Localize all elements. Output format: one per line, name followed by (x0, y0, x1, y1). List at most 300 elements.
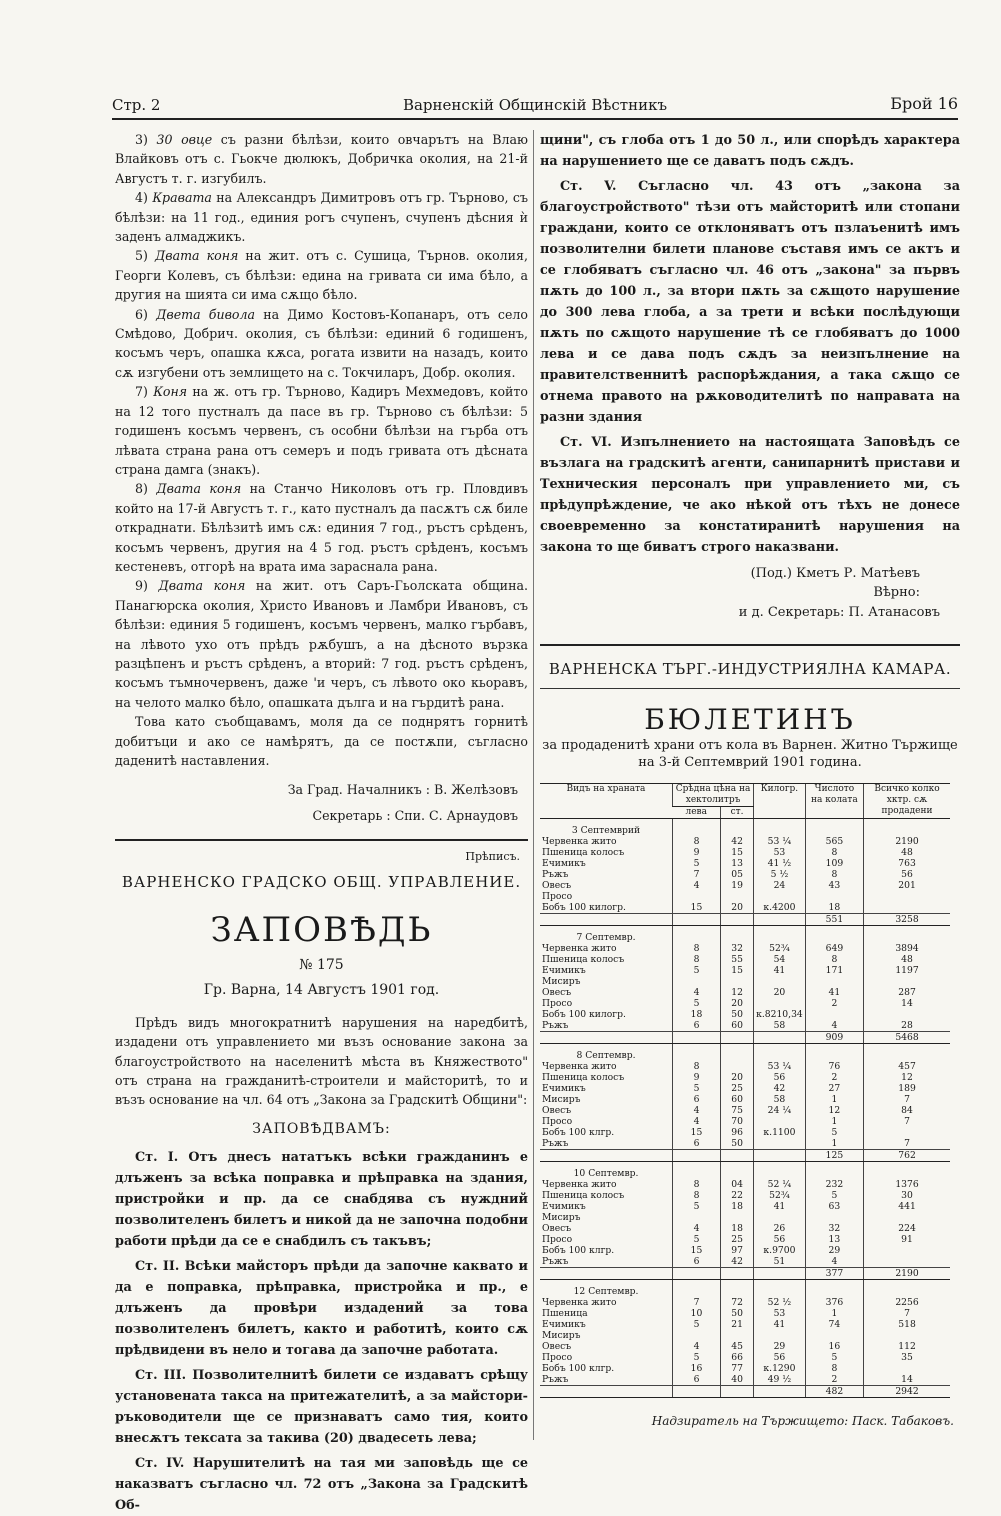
col-kg: Килогр. (754, 783, 806, 818)
table-cell: 109 (805, 858, 863, 869)
table-cell-kind: Ечимикъ (542, 1200, 586, 1212)
table-cell: 20 (721, 998, 754, 1009)
table-total-row (540, 1385, 950, 1397)
table-cell-kind: Ръжъ (542, 1255, 569, 1267)
table-cell-empty (721, 1031, 754, 1043)
table-cell: 5 (673, 1352, 721, 1363)
table-cell: 5 (805, 1127, 863, 1138)
table-cell: 7 (673, 869, 721, 880)
table-cell (673, 976, 721, 987)
table-cell-kind: Червенка жито (542, 1296, 617, 1308)
table-cell (754, 998, 806, 1009)
column-separator (533, 130, 534, 1440)
table-row (540, 943, 950, 954)
table-row (540, 1341, 950, 1352)
table-cell: 41 (754, 1201, 806, 1212)
table-cell: 2190 (864, 836, 950, 847)
table-cell (805, 1009, 863, 1020)
table-cell: 518 (864, 1319, 950, 1330)
department-heading: ВАРНЕНСКО ГРАДСКО ОБЩ. УПРАВЛЕНИЕ. (121, 872, 522, 891)
table-cell: 58 (754, 1020, 806, 1032)
table-row (540, 1083, 950, 1094)
table-cell: 56 (754, 1352, 806, 1363)
table-cell-empty (754, 1279, 806, 1297)
table-row (540, 1116, 950, 1127)
table-cell: 4 (673, 1223, 721, 1234)
table-row (540, 858, 950, 869)
table-cell: 2256 (864, 1297, 950, 1308)
table-cell: 35 (864, 1352, 950, 1363)
order-article: Ст. II. Всѣки майсторъ прѣди да започне каквато и да е поправка, прѣправка, пристройка и пр., е длъженъ да провѣри издадений за това позволителенъ билетъ, както и работитѣ, които сѫ прѣдвидени въ нело и тогава да започне работата. (115, 1259, 528, 1359)
lost-item (115, 246, 528, 304)
table-cell: 14 (864, 1374, 950, 1386)
table-cell-empty (754, 1149, 806, 1161)
table-cell (805, 976, 863, 987)
table-cell: 72 (721, 1297, 754, 1308)
table-cell: 66 (721, 1352, 754, 1363)
table-cell: 58 (754, 1094, 806, 1105)
table-cell: 16 (673, 1363, 721, 1374)
table-cell (754, 1330, 806, 1341)
table-row (540, 1212, 950, 1223)
table-date: 10 Септемвр. (573, 1167, 639, 1179)
table-cell: 171 (805, 965, 863, 976)
table-cell: 27 (805, 1083, 863, 1094)
table-cell: 91 (864, 1234, 950, 1245)
table-cell: 8 (805, 1363, 863, 1374)
table-cell: 201 (864, 880, 950, 891)
table-cell: 6 (673, 1256, 721, 1268)
table-cell-kind: Мисиръ (542, 975, 581, 987)
table-cell-kind: Ръжъ (542, 1373, 569, 1385)
table-cell-kind: Ръжъ (542, 1019, 569, 1031)
table-total-cell: 377 (805, 1267, 863, 1279)
table-cell: 50 (721, 1138, 754, 1150)
table-total-row (540, 1267, 950, 1279)
table-cell: 5 (673, 858, 721, 869)
table-cell (864, 976, 950, 987)
table-cell: 21 (721, 1319, 754, 1330)
lost-item-number: 9) (135, 578, 148, 594)
table-cell: 75 (721, 1105, 754, 1116)
table-cell: 24 (754, 880, 806, 891)
signature-true-copy: Вѣрно: (873, 585, 920, 601)
col-st: ст. (721, 806, 754, 818)
table-cell-empty (721, 925, 754, 943)
table-cell-empty (805, 925, 863, 943)
table-cell (864, 902, 950, 914)
table-cell: 15 (673, 1245, 721, 1256)
table-cell: 6 (673, 1138, 721, 1150)
table-total-row (540, 913, 950, 925)
table-cell-empty (721, 1161, 754, 1179)
table-cell (864, 1212, 950, 1223)
page-header (112, 94, 958, 120)
table-cell-kind: Ръжъ (542, 1137, 569, 1149)
table-cell: 5 (673, 1201, 721, 1212)
table-cell (864, 1330, 950, 1341)
table-cell-empty (754, 1043, 806, 1061)
table-cell-kind: Ечимикъ (542, 964, 586, 976)
bulletin-subtitle-1: за продаденитѣ храни отъ кола въ Варнен. Житно Тържище (542, 737, 958, 753)
table-cell: 05 (721, 869, 754, 880)
table-cell-kind: Пшеница колосъ (542, 953, 625, 965)
table-cell (721, 1212, 754, 1223)
signature-mayor: (Под.) Кметъ Р. Матѣевъ (750, 566, 920, 581)
table-cell: 51 (754, 1256, 806, 1268)
table-cell: 20 (754, 987, 806, 998)
table-cell: 5 (673, 1083, 721, 1094)
table-cell (805, 1330, 863, 1341)
table-cell: 41 (754, 965, 806, 976)
table-date-row (540, 925, 950, 943)
table-cell: 1 (805, 1094, 863, 1105)
table-cell: 12 (805, 1105, 863, 1116)
table-cell: 76 (805, 1061, 863, 1072)
table-cell-empty (864, 1161, 950, 1179)
table-cell: 53 ¼ (754, 836, 806, 847)
table-cell: 8 (673, 1190, 721, 1201)
table-cell: 22 (721, 1190, 754, 1201)
table-cell-kind: Бобъ 100 килогр. (542, 1008, 626, 1020)
table-row (540, 954, 950, 965)
table-cell: 5 (805, 1190, 863, 1201)
table-cell: 63 (805, 1201, 863, 1212)
table-cell (864, 891, 950, 902)
table-total-cell: 2942 (864, 1385, 950, 1397)
table-row (540, 869, 950, 880)
table-cell: 5 (673, 1234, 721, 1245)
table-cell: 42 (754, 1083, 806, 1094)
table-cell (721, 1061, 754, 1072)
table-date-row (540, 818, 950, 836)
table-cell (864, 1363, 950, 1374)
table-cell: 4 (673, 1341, 721, 1352)
article-continuation: щини", съ глоба отъ 1 до 50 л., или спорѣдъ характера на нарушението ще се даватъ подъ сѫдъ. (540, 133, 960, 169)
table-cell-kind: Ечимикъ (542, 1318, 586, 1330)
table-cell-kind: Бобъ 100 килогр. (542, 901, 626, 913)
table-cell: 4 (673, 1105, 721, 1116)
table-cell: 8 (673, 954, 721, 965)
table-cell: 4 (673, 880, 721, 891)
table-cell (754, 891, 806, 902)
table-cell: 56 (864, 869, 950, 880)
table-cell-kind: Овесъ (542, 1340, 572, 1352)
table-cell-empty (754, 913, 806, 925)
table-cell-empty (721, 1279, 754, 1297)
table-cell-empty (754, 1031, 806, 1043)
table-cell-kind: Пшеница (542, 1307, 588, 1319)
table-cell-empty (673, 1385, 721, 1397)
table-cell: к.4200 (754, 902, 806, 914)
table-cell-kind: Просо (542, 1233, 573, 1245)
table-cell: к.1100 (754, 1127, 806, 1138)
table-cell (754, 1138, 806, 1150)
table-row (540, 847, 950, 858)
col-carts: Числото на колата (805, 783, 863, 818)
table-cell: 25 (721, 1234, 754, 1245)
lost-item-text: на ж. отъ гр. Търново, Кадиръ Мехмедовъ, който на 12 того пустналъ да пасе въ гр. Търново съ бѣлѣзи: 5 годишенъ косъмъ червенъ, съ особни бѣлѣзи на гърба отъ лѣвата страна рана отъ семеръ и подъ гривата отъ дѣсната страна дамга (знакъ). (115, 384, 528, 477)
table-cell-empty (673, 1161, 721, 1179)
order-articles (115, 1147, 528, 1516)
table-total-cell: 762 (864, 1149, 950, 1161)
table-cell: 41 (754, 1319, 806, 1330)
article-6: Ст. VI. Изпълнението на настоящата Заповѣдъ се възлага на градскитѣ агенти, санипарнитѣ пристави и Техническия персоналъ при управлението ми, съ прѣдупрѣждение, че ако нѣкой отъ тѣхъ не донесе своевременно за констатиранитѣ нарушения на закона то ще биватъ строго наказвани. (540, 435, 960, 555)
table-row (540, 987, 950, 998)
col-leva: лева (673, 806, 721, 818)
table-cell: 5 (673, 998, 721, 1009)
lost-item (115, 130, 528, 188)
table-row (540, 1020, 950, 1032)
table-cell-empty (540, 1031, 673, 1043)
table-cell-empty (864, 818, 950, 836)
table-cell: 40 (721, 1374, 754, 1386)
lost-animals-list (115, 130, 528, 712)
table-cell-kind: Просо (542, 1115, 573, 1127)
table-total-cell: 125 (805, 1149, 863, 1161)
table-cell-empty (721, 1267, 754, 1279)
table-total-cell: 551 (805, 913, 863, 925)
table-row (540, 976, 950, 987)
lost-item-subject: 30 овце (156, 132, 213, 147)
table-cell: 1 (805, 1138, 863, 1150)
table-cell (754, 1116, 806, 1127)
table-cell: 763 (864, 858, 950, 869)
table-cell: 6 (673, 1020, 721, 1032)
table-cell: 18 (805, 902, 863, 914)
table-row (540, 1319, 950, 1330)
table-cell: 15 (721, 847, 754, 858)
table-cell: 53 (754, 1308, 806, 1319)
table-cell-kind: Червенка жито (542, 942, 617, 954)
table-cell: 24 ¼ (754, 1105, 806, 1116)
table-cell: 8 (805, 847, 863, 858)
table-cell: 9 (673, 1072, 721, 1083)
table-cell: 5 (673, 1319, 721, 1330)
table-cell: 97 (721, 1245, 754, 1256)
table-cell (721, 1330, 754, 1341)
table-cell-empty (754, 925, 806, 943)
table-cell-empty (540, 1267, 673, 1279)
table-cell-empty (721, 1149, 754, 1161)
order-preamble: Прѣдъ видъ многократнитѣ нарушения на наредбитѣ, издадени отъ управлението ми възъ основание закона за благоустройството на населенитѣ мѣста въ Княжеството" отъ страна на гражданитѣ-строители и майсторитѣ, то и възъ основание на чл. 64 отъ „Закона за Градскитѣ Общини": (115, 1014, 528, 1108)
table-cell-empty (805, 818, 863, 836)
table-cell: 224 (864, 1223, 950, 1234)
table-cell: 2 (805, 998, 863, 1009)
table-cell: 56 (754, 1072, 806, 1083)
table-cell: 7 (673, 1297, 721, 1308)
table-cell: 441 (864, 1201, 950, 1212)
table-cell (864, 1256, 950, 1268)
table-cell: 8 (805, 954, 863, 965)
lost-item-text: на жит. отъ с. Сушица, Търнов. околия, Георги Колевъ, съ бѣлѣзи: едина на гривата си има бѣло, а другия на шията си има сѫщо бѣло. (115, 248, 528, 303)
table-row (540, 1179, 950, 1190)
table-cell: 8 (673, 836, 721, 847)
issue-number: Брой 16 (890, 94, 958, 113)
table-cell: 13 (805, 1234, 863, 1245)
col-kind: Видъ на храната (540, 783, 673, 818)
table-cell: 287 (864, 987, 950, 998)
table-cell-kind: Червенка жито (542, 1060, 617, 1072)
table-cell: 50 (721, 1009, 754, 1020)
table-cell-kind: Бобъ 100 клгр. (542, 1362, 615, 1374)
table-cell: 48 (864, 847, 950, 858)
table-date: 8 Септемвр. (576, 1049, 636, 1061)
table-cell: 12 (721, 987, 754, 998)
table-cell: 6 (673, 1094, 721, 1105)
chamber-heading: ВАРНЕНСКА ТЪРГ.-ИНДУСТРИЯЛНА КАМАРА. (548, 660, 952, 679)
table-cell: 18 (721, 1201, 754, 1212)
table-cell: 10 (673, 1308, 721, 1319)
table-date: 3 Септемврий (571, 824, 641, 836)
table-cell-empty (805, 1161, 863, 1179)
table-cell-kind: Ечимикъ (542, 857, 586, 869)
table-cell-kind: Бобъ 100 клгр. (542, 1126, 615, 1138)
lost-item-text: на Александръ Димитровъ отъ гр. Търново, съ бѣлѣзи: на 11 год., единия рогъ счупенъ, счупенъ дѣсния ѝ заденъ алмаджикъ. (115, 190, 528, 245)
page-number: Стр. 2 (112, 96, 161, 114)
table-cell-empty (805, 1279, 863, 1297)
table-cell: 26 (754, 1223, 806, 1234)
notice-paragraph: Това като съобщавамъ, моля да се поднрятъ горнитѣ добитъци и ако се намѣрятъ, да се постѫпи, съгласно даденитѣ наставления. (115, 714, 528, 768)
table-cell: 19 (721, 880, 754, 891)
table-cell: к.8210,34 (754, 1009, 806, 1020)
table-cell-empty (864, 1043, 950, 1061)
table-total-cell: 482 (805, 1385, 863, 1397)
copy-label: Прѣписъ. (465, 850, 520, 864)
table-cell: 29 (754, 1341, 806, 1352)
lost-item-text: на Станчо Николовъ отъ гр. Пловдивъ който на 17-й Августъ т. г., като пустналъ да пасѫтъ сѫ биле откраднати. Бѣлѣзитѣ имъ сѫ: единия 7 год., ръстъ срѣденъ, косъмъ червенъ, другия на 4 5 год. ръстъ срѣденъ, косъмъ кестеневъ, отгорѣ на врата има зараснала рана. (115, 481, 528, 574)
table-cell: 1 (805, 1116, 863, 1127)
table-cell: 14 (864, 998, 950, 1009)
table-row (540, 1374, 950, 1386)
table-cell-empty (540, 1385, 673, 1397)
table-cell-empty (673, 818, 721, 836)
table-cell: 457 (864, 1061, 950, 1072)
table-cell: 96 (721, 1127, 754, 1138)
table-cell-kind: Мисиръ (542, 1211, 581, 1223)
table-row (540, 891, 950, 902)
lost-item (115, 479, 528, 576)
table-cell (754, 1212, 806, 1223)
table-row (540, 1245, 950, 1256)
table-cell-empty (673, 1149, 721, 1161)
lost-item (115, 188, 528, 246)
table-cell: 42 (721, 836, 754, 847)
table-cell: 649 (805, 943, 863, 954)
table-row (540, 1308, 950, 1319)
table-cell-kind: Пшеница колосъ (542, 846, 625, 858)
table-cell: 53 ¼ (754, 1061, 806, 1072)
table-cell-empty (673, 1279, 721, 1297)
table-cell: 4 (805, 1256, 863, 1268)
table-date-row (540, 1279, 950, 1297)
table-cell: 52 ½ (754, 1297, 806, 1308)
order-heading: ЗАПОВѢДВАМЪ: (252, 1120, 391, 1137)
table-cell-empty (673, 1031, 721, 1043)
table-cell: 60 (721, 1094, 754, 1105)
table-row (540, 1009, 950, 1020)
table-cell: к.9700 (754, 1245, 806, 1256)
signature-secretary: Секретарь : Спи. С. Арнаудовъ (312, 807, 518, 823)
table-cell-empty (721, 1385, 754, 1397)
order-article: Ст. I. Отъ днесъ нататъкъ всѣки гражданинъ e длъженъ за всѣка поправка и прѣправка на здания, пристройки и пр. да се снабдява съ нуждний позволителенъ билетъ и никой да не започна подобни работи прѣди да се е снабдилъ съ такъвъ; (115, 1150, 528, 1250)
bulletin-subtitle-2: на 3-й Септемврий 1901 година. (638, 754, 862, 770)
lost-item-number: 5) (135, 248, 148, 264)
table-cell: 52¾ (754, 943, 806, 954)
table-row (540, 1297, 950, 1308)
table-cell-kind: Ръжъ (542, 868, 569, 880)
table-row (540, 965, 950, 976)
table-cell-kind: Овесъ (542, 986, 572, 998)
table-cell-kind: Пшеница колосъ (542, 1071, 625, 1083)
table-cell: 6 (673, 1374, 721, 1386)
newspaper-title: Варненскій Общинскій Вѣстникъ (402, 96, 668, 114)
table-row (540, 1138, 950, 1150)
table-cell (673, 1212, 721, 1223)
table-cell: 43 (805, 880, 863, 891)
table-row (540, 1105, 950, 1116)
table-cell-empty (754, 1161, 806, 1179)
table-cell: 8 (673, 1061, 721, 1072)
table-cell-empty (754, 1267, 806, 1279)
table-cell-kind: Бобъ 100 клгр. (542, 1244, 615, 1256)
right-column (540, 130, 960, 1450)
table-cell: 52 ¼ (754, 1179, 806, 1190)
col-avg: Срѣдна цѣна на хектолитръ (673, 783, 754, 806)
table-cell: 4 (673, 1116, 721, 1127)
table-cell: 5 ½ (754, 869, 806, 880)
table-row (540, 902, 950, 914)
market-table (540, 783, 950, 1398)
table-cell: 29 (805, 1245, 863, 1256)
table-date-row (540, 1161, 950, 1179)
table-cell-kind: Пшеница колосъ (542, 1189, 625, 1201)
table-cell-kind: Овесъ (542, 1104, 572, 1116)
section-divider-right (540, 644, 960, 646)
table-cell: 04 (721, 1179, 754, 1190)
table-row (540, 1072, 950, 1083)
table-row (540, 1223, 950, 1234)
table-cell: 74 (805, 1319, 863, 1330)
table-cell: 112 (864, 1341, 950, 1352)
table-cell: 8 (673, 943, 721, 954)
table-cell: 4 (805, 1020, 863, 1032)
table-cell-empty (721, 818, 754, 836)
table-cell: 7 (864, 1308, 950, 1319)
table-cell-kind: Овесъ (542, 879, 572, 891)
table-cell: 2 (805, 1072, 863, 1083)
table-cell-empty (864, 1279, 950, 1297)
table-cell: 41 (805, 987, 863, 998)
table-cell: 7 (864, 1138, 950, 1150)
overseer-signature: Надзиратель на Тържището: Паск. Табаковъ. (651, 1413, 954, 1428)
table-cell: 189 (864, 1083, 950, 1094)
table-cell (805, 891, 863, 902)
table-row (540, 1094, 950, 1105)
lost-item-subject: Двета бивола (156, 306, 256, 322)
table-total-cell: 3258 (864, 913, 950, 925)
lost-item-subject: Кравата (152, 190, 212, 206)
table-cell (721, 891, 754, 902)
table-cell-empty (805, 1043, 863, 1061)
table-cell: 15 (721, 965, 754, 976)
table-cell-kind: Овесъ (542, 1222, 572, 1234)
table-cell-empty (864, 925, 950, 943)
table-row (540, 880, 950, 891)
table-cell: 18 (673, 1009, 721, 1020)
table-cell: 5 (805, 1352, 863, 1363)
table-cell: 7 (864, 1116, 950, 1127)
